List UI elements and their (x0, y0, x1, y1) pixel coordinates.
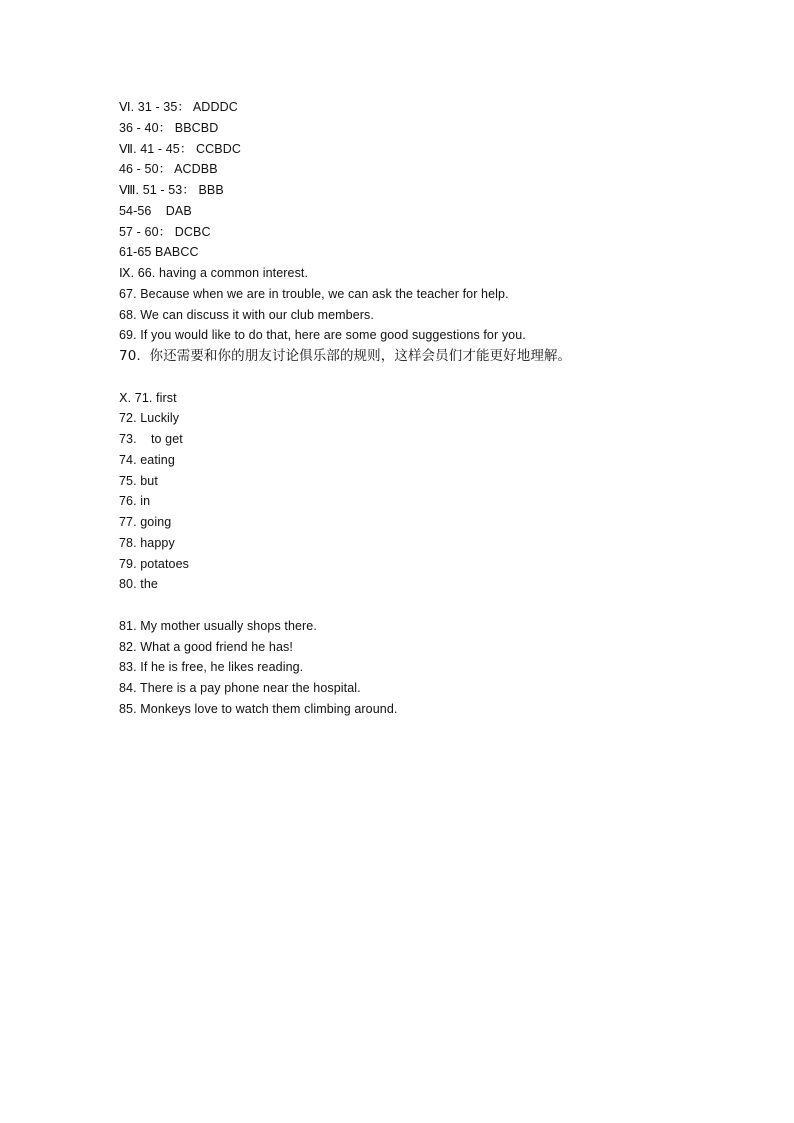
answer-line: 83. If he is free, he likes reading. (119, 660, 304, 675)
answer-line: 67. Because when we are in trouble, we can ask the teacher for help. (119, 286, 509, 301)
answer-line: 79. potatoes (119, 556, 190, 571)
answer-line: Ⅹ. 71. first (119, 390, 177, 405)
answer-line: 74. eating (119, 452, 175, 467)
answer-key (119, 97, 719, 720)
answer-line: Ⅵ. 31 - 35： ADDDC (119, 100, 238, 114)
answer-line: 68. We can discuss it with our club members. (119, 307, 374, 322)
section-gap (119, 595, 719, 616)
answer-line: Ⅶ. 41 - 45： CCBDC (119, 141, 241, 156)
answer-line: 82. What a good friend he has! (119, 639, 293, 654)
answer-line: 69. If you would like to do that, here are some good suggestions for you. (119, 328, 526, 343)
answer-line: 85. Monkeys love to watch them climbing around. (119, 701, 398, 716)
answer-line: 61-65 BABCC (119, 245, 199, 260)
answer-line: 76. in (119, 494, 151, 509)
answer-line: 72. Luckily (119, 411, 180, 426)
answer-line: 77. going (119, 515, 172, 529)
answer-line: 70. 你还需要和你的朋友讨论俱乐部的规则，这样会员们才能更好地理解。 (119, 348, 572, 364)
answer-line: 46 - 50： ACDBB (119, 162, 218, 177)
answer-line: 80. the (119, 577, 158, 592)
section-gap (119, 367, 719, 388)
answer-line: 73. to get (119, 432, 183, 446)
answer-line: 36 - 40： BBCBD (119, 120, 219, 135)
answer-line: 75. but (119, 473, 158, 488)
answer-line: 81. My mother usually shops there. (119, 618, 317, 633)
answer-line: Ⅷ. 51 - 53： BBB (119, 183, 224, 197)
answer-line: Ⅸ. 66. having a common interest. (119, 266, 309, 280)
answer-line: 54-56 DAB (119, 203, 192, 218)
answer-line: 84. There is a pay phone near the hospital. (119, 681, 361, 695)
answer-line: 78. happy (119, 535, 175, 550)
answer-line: 57 - 60： DCBC (119, 224, 211, 239)
